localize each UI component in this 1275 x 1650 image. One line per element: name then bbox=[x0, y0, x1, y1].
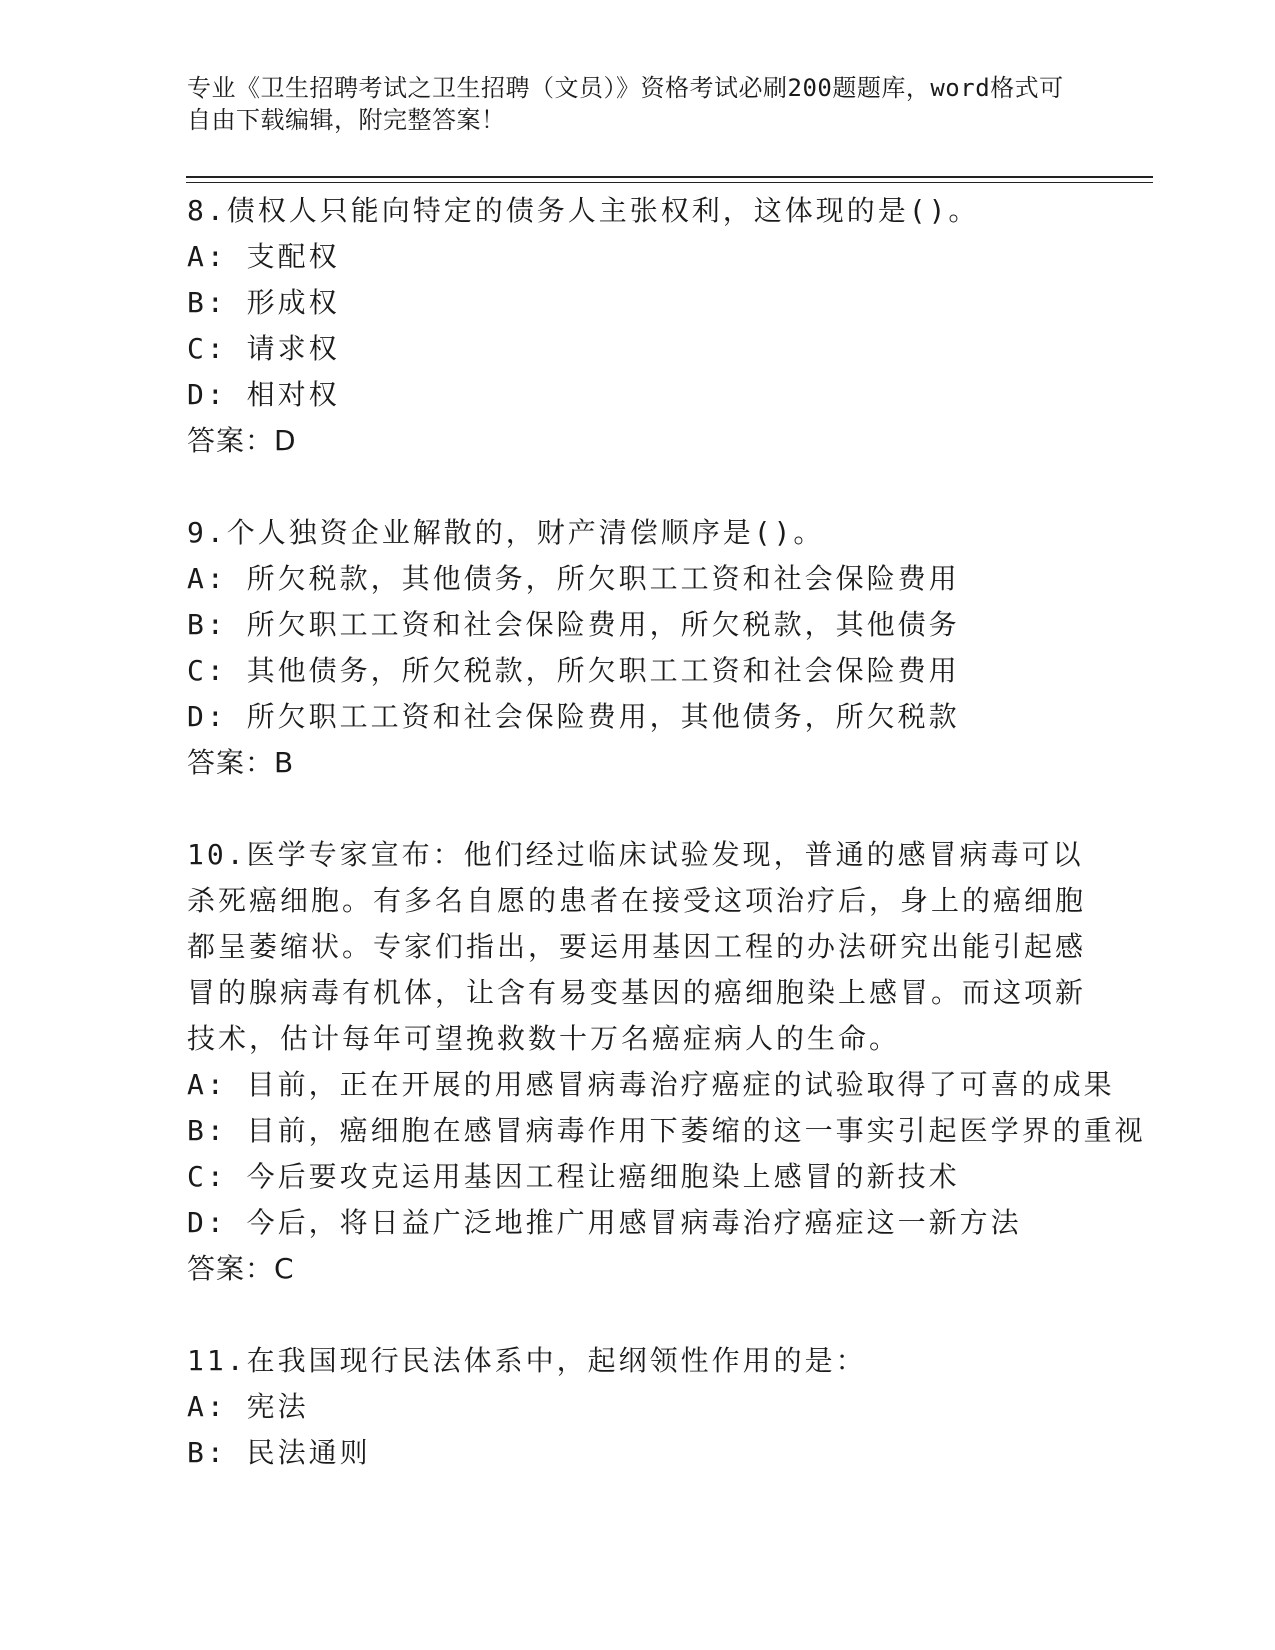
option-d: D: 所欠职工工资和社会保险费用，其他债务，所欠税款 bbox=[187, 700, 960, 733]
option-a: A: 所欠税款，其他债务，所欠职工工资和社会保险费用 bbox=[187, 562, 960, 595]
option-b: B: 所欠职工工资和社会保险费用，所欠税款，其他债务 bbox=[187, 608, 960, 641]
option-a: A: 宪法 bbox=[187, 1390, 309, 1423]
option-c: C: 其他债务，所欠税款，所欠职工工资和社会保险费用 bbox=[187, 654, 960, 687]
header-divider bbox=[186, 176, 1153, 178]
option-b: B: 形成权 bbox=[187, 286, 340, 319]
option-d: D: 相对权 bbox=[187, 378, 340, 411]
answer-line: 答案：D bbox=[187, 424, 297, 457]
question-stem: 8.债权人只能向特定的债务人主张权利，这体现的是()。 bbox=[187, 194, 980, 227]
option-a: A: 支配权 bbox=[187, 240, 340, 273]
question-list bbox=[187, 188, 1146, 1522]
option-d: D: 今后，将日益广泛地推广用感冒病毒治疗癌症这一新方法 bbox=[187, 1206, 1022, 1239]
question-item bbox=[187, 188, 1087, 464]
answer-line: 答案：C bbox=[187, 1252, 295, 1285]
option-a: A: 目前，正在开展的用感冒病毒治疗癌症的试验取得了可喜的成果 bbox=[187, 1068, 1115, 1101]
option-b: B: 目前，癌细胞在感冒病毒作用下萎缩的这一事实引起医学界的重视 bbox=[187, 1114, 1146, 1147]
question-item bbox=[187, 1338, 1087, 1476]
header-divider-thin bbox=[186, 182, 1153, 183]
question-stem: 11.在我国现行民法体系中，起纲领性作用的是： bbox=[187, 1344, 867, 1377]
option-b: B: 民法通则 bbox=[187, 1436, 371, 1469]
question-item bbox=[187, 510, 1087, 786]
option-c: C: 请求权 bbox=[187, 332, 340, 365]
option-c: C: 今后要攻克运用基因工程让癌细胞染上感冒的新技术 bbox=[187, 1160, 960, 1193]
question-item bbox=[187, 832, 1146, 1292]
question-stem: 9.个人独资企业解散的，财产清偿顺序是()。 bbox=[187, 516, 825, 549]
question-stem: 10.医学专家宣布：他们经过临床试验发现，普通的感冒病毒可以杀死癌细胞。有多名自愿的患者在接受这项治疗后，身上的癌细胞都呈萎缩状。专家们指出，要运用基因工程的办法研究出能引起感冒的腺病毒有机体，让含有易变基因的癌细胞染上感冒。而这项新技术，估计每年可望挽救数十万名癌症病人的生命。 bbox=[187, 838, 1087, 1055]
answer-line: 答案：B bbox=[187, 746, 295, 779]
page-header: 专业《卫生招聘考试之卫生招聘（文员）》资格考试必刷200题题库，word格式可自由下载编辑，附完整答案！ bbox=[187, 74, 1064, 134]
